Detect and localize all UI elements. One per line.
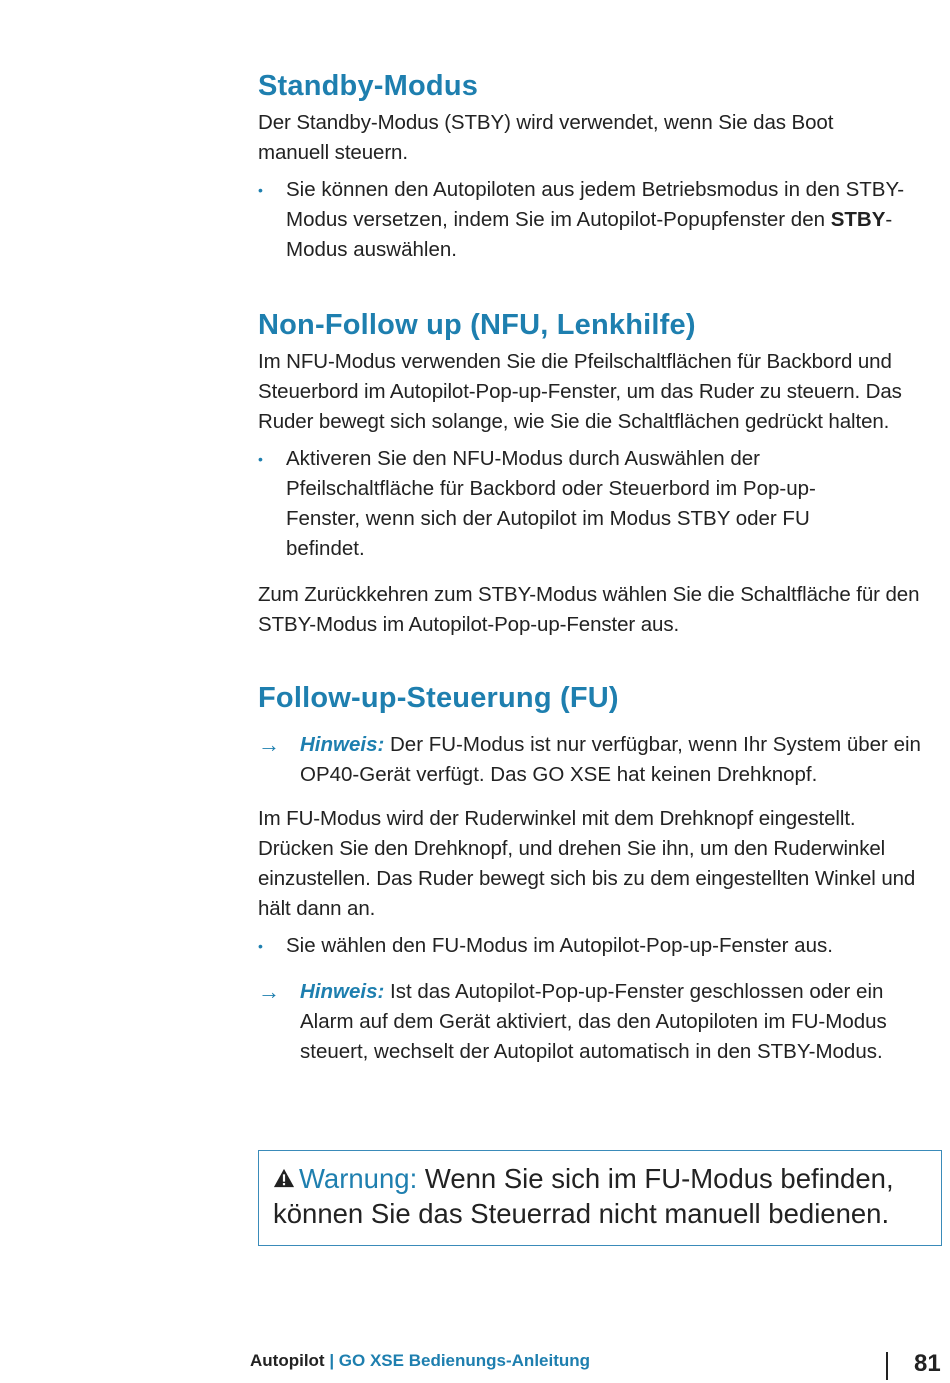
list-item-text-part1: Sie können den Autopiloten aus jedem Betriebsmodus in den STBY-Modus versetzen, indem Sie im Autopilot-Popupfenster den [286,178,905,231]
warning-label: Warnung: [299,1163,418,1194]
section-fu [258,680,938,1067]
list-item-text: Sie wählen den FU-Modus im Autopilot-Pop-up-Fenster aus. [286,934,833,957]
paragraph: Der Standby-Modus (STBY) wird verwendet, wenn Sie das Boot manuell steuern. [258,111,834,164]
arrow-right-icon: → [258,732,280,757]
note [258,730,940,790]
list-item-text-bold: STBY [830,208,886,231]
bullet-icon: • [258,938,263,954]
note-label: Hinweis: [300,733,385,756]
footer-guide-title: GO XSE Bedienungs-Anleitung [338,1351,591,1370]
warning-message: Wenn Sie sich im FU-Modus befinden, können Sie das Steuerrad nicht manuell bedienen. [273,1163,894,1229]
list-item-text-part2: -Modus auswählen. [286,208,893,261]
list-item [258,175,926,265]
section-nfu [258,307,938,640]
list-item-text: Aktiveren Sie den NFU-Modus durch Auswählen der Pfeilschaltfläche für Backbord oder Steuerbord im Pop-up-Fenster, wenn sich der Autopilot im Modus STBY oder FU befindet. [286,447,816,560]
paragraph: Im NFU-Modus verwenden Sie die Pfeilschaltflächen für Backbord und Steuerbord im Autopilot-Pop-up-Fenster, um das Ruder zu steuern. Das Ruder bewegt sich solange, wie Sie die Schaltflächen gedrückt halten. [258,350,902,433]
note-text: Der FU-Modus ist nur verfügbar, wenn Ihr System über ein OP40-Gerät verfügt. Das GO XSE hat keinen Drehknopf. [300,733,921,786]
section-standby [258,68,938,265]
list-item [258,931,926,961]
section-title: Standby-Modus [258,70,479,102]
page-number-divider [886,1352,888,1380]
list-item [258,444,886,564]
warning-text [273,1161,927,1231]
note [258,977,940,1067]
bullet-icon: • [258,182,263,198]
bullet-icon: • [258,451,263,467]
page-footer [250,1350,590,1372]
warning-triangle-icon [273,1167,295,1189]
page-content [258,68,938,1067]
section-title: Follow-up-Steuerung (FU) [258,682,619,714]
note-label: Hinweis: [300,980,385,1003]
note-text: Ist das Autopilot-Pop-up-Fenster geschlossen oder ein Alarm auf dem Gerät aktiviert, das den Autopiloten im FU-Modus steuert, wechselt der Autopilot automatisch in den STBY-Modus. [300,980,887,1063]
footer-section: Autopilot [250,1351,325,1370]
paragraph: Zum Zurückkehren zum STBY-Modus wählen Sie die Schaltfläche für den STBY-Modus im Autopilot-Pop-up-Fenster aus. [258,583,920,636]
section-title: Non-Follow up (NFU, Lenkhilfe) [258,309,696,341]
arrow-right-icon: → [258,979,280,1004]
warning-box [258,1150,942,1246]
page-number: 81 [914,1350,941,1377]
footer-separator: | [324,1351,339,1370]
paragraph: Im FU-Modus wird der Ruderwinkel mit dem Drehknopf eingestellt. Drücken Sie den Drehknopf, und drehen Sie ihn, um den Ruderwinkel einzustellen. Das Ruder bewegt sich bis zu dem eingestellten Winkel und hält dann an. [258,807,916,920]
